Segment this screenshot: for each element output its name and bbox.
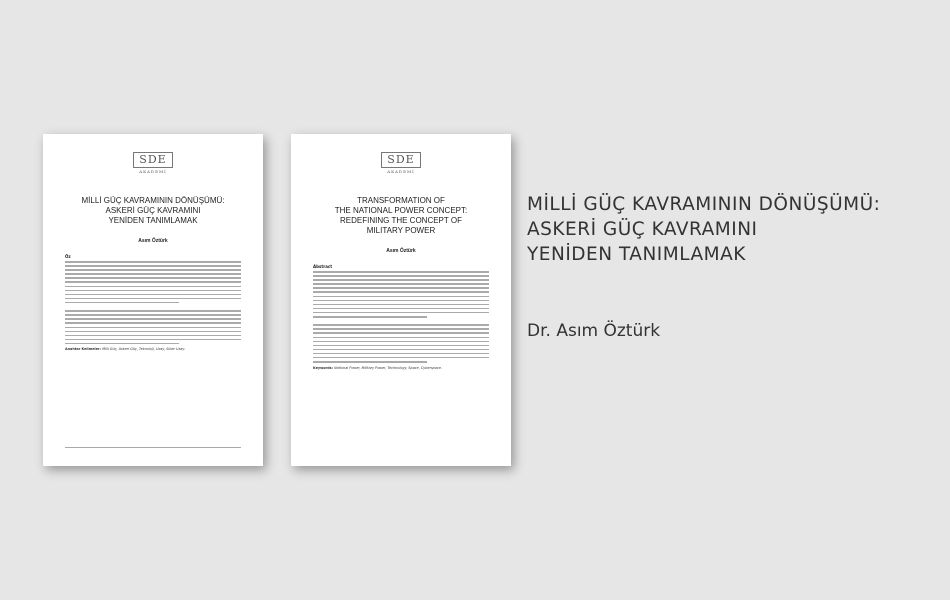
abstract-text: [313, 271, 489, 363]
article-title: [55, 196, 251, 226]
logo-text: SDE: [133, 152, 173, 168]
title-line: ASKERİ GÜÇ KAVRAMINI: [105, 206, 201, 215]
sde-logo: [133, 134, 173, 174]
keywords-label: Anahtar Kelimeler:: [65, 347, 102, 352]
abstract-text: [65, 261, 241, 344]
keywords-line: [313, 366, 489, 370]
title-line: YENİDEN TANIMLAMAK: [108, 216, 198, 225]
keywords-line: [65, 347, 241, 351]
logo-subtitle: AKADEMİ: [387, 169, 415, 174]
footnote-divider: [65, 447, 241, 448]
logo-subtitle: AKADEMİ: [139, 169, 167, 174]
heading-line: MİLLİ GÜÇ KAVRAMININ DÖNÜŞÜMÜ:: [527, 194, 881, 215]
sde-logo: [381, 134, 421, 174]
abstract-label: Abstract: [313, 264, 333, 269]
turkish-article-page: [43, 134, 263, 466]
article-author: Asım Öztürk: [386, 248, 416, 254]
title-line: TRANSFORMATION OF: [357, 196, 445, 205]
keywords-label: Keywords:: [313, 365, 334, 370]
keywords: Milli Güç, Askeri Güç, Teknoloji, Uzay, Siber Uzay.: [102, 347, 186, 352]
title-line: THE NATIONAL POWER CONCEPT:: [334, 206, 468, 215]
title-line: REDEFINING THE CONCEPT OF: [340, 216, 462, 225]
article-title: [303, 196, 499, 236]
title-line: MILITARY POWER: [366, 226, 436, 235]
article-author: Asım Öztürk: [138, 238, 168, 244]
heading-line: YENİDEN TANIMLAMAK: [527, 244, 746, 265]
author-name: Dr. Asım Öztürk: [527, 321, 661, 341]
article-heading: [527, 192, 927, 267]
keywords: National Power, Military Power, Technology, Space, Cyberspace.: [334, 365, 442, 370]
title-line: MİLLİ GÜÇ KAVRAMININ DÖNÜŞÜMÜ:: [81, 196, 225, 205]
english-article-page: [291, 134, 511, 466]
abstract-label: Öz: [65, 254, 71, 259]
logo-text: SDE: [381, 152, 421, 168]
heading-line: ASKERİ GÜÇ KAVRAMINI: [527, 219, 758, 240]
